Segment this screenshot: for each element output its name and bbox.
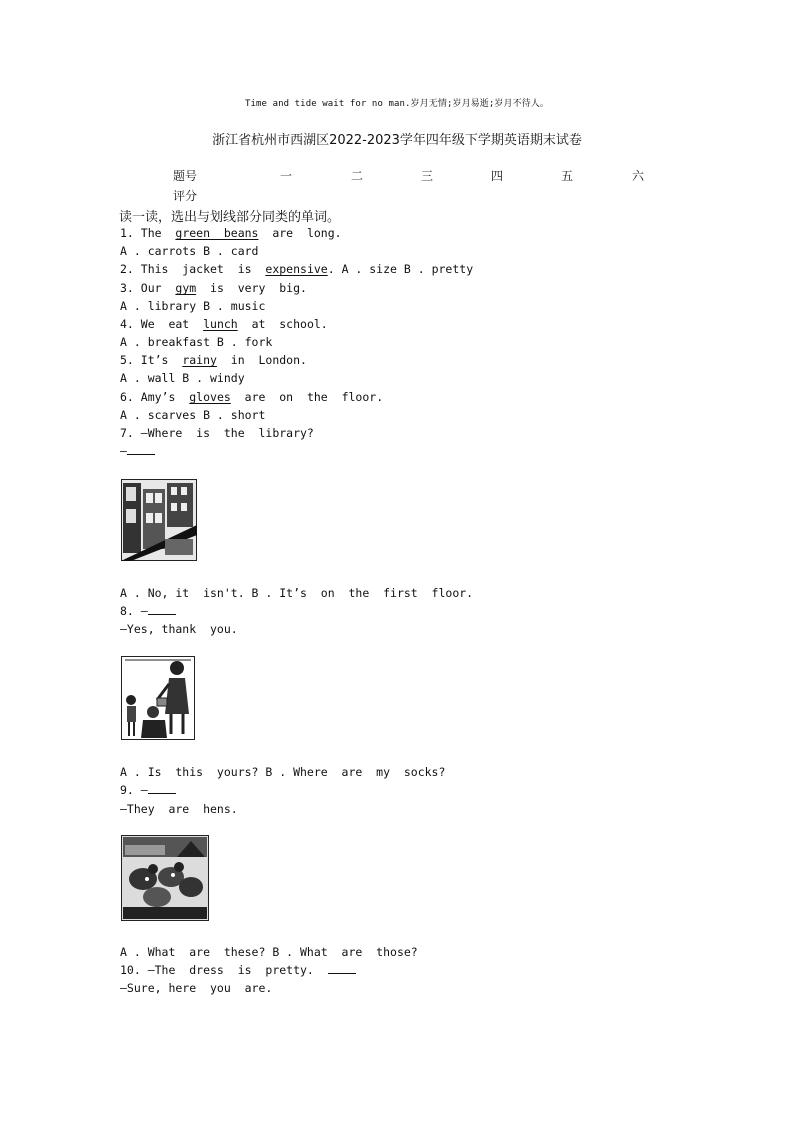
- header-motto: Time and tide wait for no man.岁月无情;岁月易逝;岁月不待人。: [245, 99, 549, 109]
- score-table-row-score: [0, 187, 794, 205]
- question-5: 5. It’s rainy in London.: [120, 353, 307, 367]
- underlined-word: expensive: [265, 262, 328, 276]
- score-col-3: 三: [421, 169, 434, 183]
- answer-blank[interactable]: [148, 783, 176, 794]
- question-4-options: A . breakfast B . fork: [120, 335, 273, 349]
- underlined-word: green beans: [175, 226, 259, 240]
- question-2: 2. This jacket is expensive. A . size B . pretty: [120, 262, 474, 276]
- question-1: 1. The green beans are long.: [120, 226, 342, 240]
- section-instruction: 读一读，选出与划线部分同类的单词。: [119, 210, 341, 225]
- page-title: 浙江省杭州市西湖区2022-2023学年四年级下学期英语期末试卷: [212, 133, 582, 148]
- question-3: 3. Our gym is very big.: [120, 281, 307, 295]
- question-9-options: A . What are these? B . What are those?: [120, 945, 418, 959]
- question-10-reply: —Sure, here you are.: [120, 981, 273, 995]
- question-10: 10. —The dress is pretty.: [120, 963, 356, 977]
- answer-blank[interactable]: [328, 963, 356, 974]
- underlined-word: lunch: [203, 317, 238, 331]
- score-col-6: 六: [632, 169, 645, 183]
- underlined-word: gloves: [189, 390, 231, 404]
- question-4: 4. We eat lunch at school.: [120, 317, 328, 331]
- question-7-answer-line: —: [120, 444, 155, 458]
- score-col-5: 五: [561, 169, 574, 183]
- question-8-options: A . Is this yours? B . Where are my socks?: [120, 765, 446, 779]
- woman-and-children-illustration: [121, 656, 195, 740]
- question-9-reply: —They are hens.: [120, 802, 238, 816]
- score-row-label: 题号: [173, 169, 198, 183]
- question-6-options: A . scarves B . short: [120, 408, 266, 422]
- question-7: 7. —Where is the library?: [120, 426, 314, 440]
- underlined-word: gym: [175, 281, 197, 295]
- score-table-row-number: [0, 167, 794, 185]
- answer-blank[interactable]: [148, 604, 176, 615]
- question-5-options: A . wall B . windy: [120, 371, 245, 385]
- question-7-options: A . No, it isn't. B . It’s on the first floor.: [120, 586, 474, 600]
- question-8: 8. —: [120, 604, 176, 618]
- score-row-label-2: 评分: [173, 189, 198, 203]
- score-col-2: 二: [351, 169, 364, 183]
- answer-blank[interactable]: [127, 444, 155, 455]
- question-3-options: A . library B . music: [120, 299, 266, 313]
- question-6: 6. Amy’s gloves are on the floor.: [120, 390, 384, 404]
- library-building-illustration: [121, 479, 197, 561]
- question-1-options: A . carrots B . card: [120, 244, 259, 258]
- question-9: 9. —: [120, 783, 176, 797]
- score-col-1: 一: [280, 169, 293, 183]
- underlined-word: rainy: [182, 353, 217, 367]
- question-8-reply: —Yes, thank you.: [120, 622, 238, 636]
- score-col-4: 四: [491, 169, 504, 183]
- hens-on-farm-illustration: [121, 835, 209, 921]
